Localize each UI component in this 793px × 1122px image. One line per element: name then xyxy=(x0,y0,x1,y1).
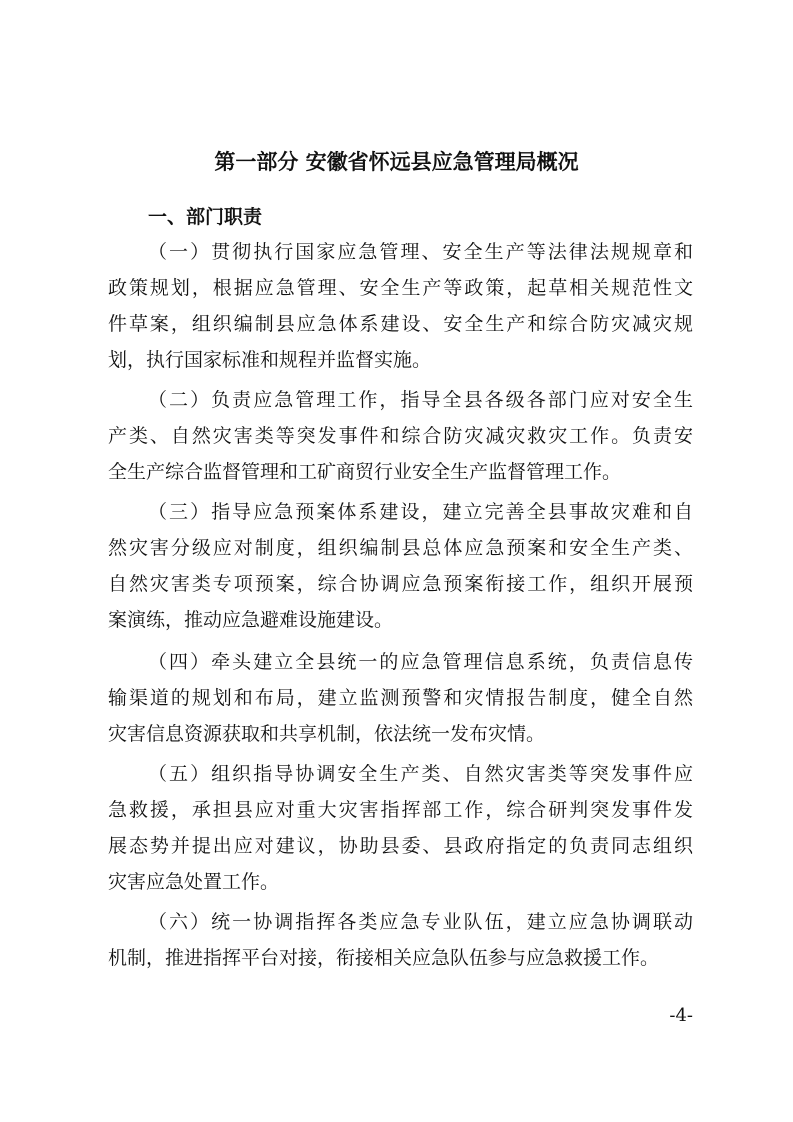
paragraph-6-line-1: （六）统一协调指挥各类应急专业队伍，建立应急协调联动 xyxy=(148,911,693,933)
paragraph-2-line-1: （二）负责应急管理工作，指导全县各级各部门应对安全生 xyxy=(148,389,693,411)
paragraph-2-line-2: 产类、自然灾害类等突发事件和综合防灾减灾救灾工作。负责安 xyxy=(108,425,693,447)
paragraph-4-line-3: 灾害信息资源获取和共享机制，依法统一发布灾情。 xyxy=(108,723,546,745)
paragraph-5-line-1: （五）组织指导协调安全生产类、自然灾害类等突发事件应 xyxy=(148,763,693,785)
paragraph-4-line-1: （四）牵头建立全县统一的应急管理信息系统，负责信息传 xyxy=(148,651,693,673)
paragraph-3-line-3: 自然灾害类专项预案，综合协调应急预案衔接工作，组织开展预 xyxy=(108,573,693,595)
section-heading: 一、部门职责 xyxy=(148,206,263,228)
paragraph-6-line-2: 机制，推进指挥平台对接，衔接相关应急队伍参与应急救援工作。 xyxy=(108,947,660,969)
paragraph-3-line-1: （三）指导应急预案体系建设，建立完善全县事故灾难和自 xyxy=(148,501,693,523)
page-number: -4- xyxy=(669,1005,693,1026)
paragraph-1-line-1: （一）贯彻执行国家应急管理、安全生产等法律法规规章和 xyxy=(148,241,693,263)
paragraph-4-line-2: 输渠道的规划和布局，建立监测预警和灾情报告制度，健全自然 xyxy=(108,687,693,709)
paragraph-1-line-4: 划，执行国家标准和规程并监督实施。 xyxy=(108,349,432,371)
paragraph-1-line-2: 政策规划，根据应急管理、安全生产等政策，起草相关规范性文 xyxy=(108,277,693,299)
paragraph-5-line-4: 灾害应急处置工作。 xyxy=(108,871,280,893)
paragraph-5-line-2: 急救援，承担县应对重大灾害指挥部工作，综合研判突发事件发 xyxy=(108,799,693,821)
page-title: 第一部分 安徽省怀远县应急管理局概况 xyxy=(214,150,579,174)
paragraph-5-line-3: 展态势并提出应对建议，协助县委、县政府指定的负责同志组织 xyxy=(108,835,693,857)
paragraph-3-line-4: 案演练，推动应急避难设施建设。 xyxy=(108,609,394,631)
paragraph-1-line-3: 件草案，组织编制县应急体系建设、安全生产和综合防灾减灾规 xyxy=(108,313,693,335)
paragraph-3-line-2: 然灾害分级应对制度，组织编制县总体应急预案和安全生产类、 xyxy=(108,537,693,559)
paragraph-2-line-3: 全生产综合监督管理和工矿商贸行业安全生产监督管理工作。 xyxy=(108,461,622,483)
